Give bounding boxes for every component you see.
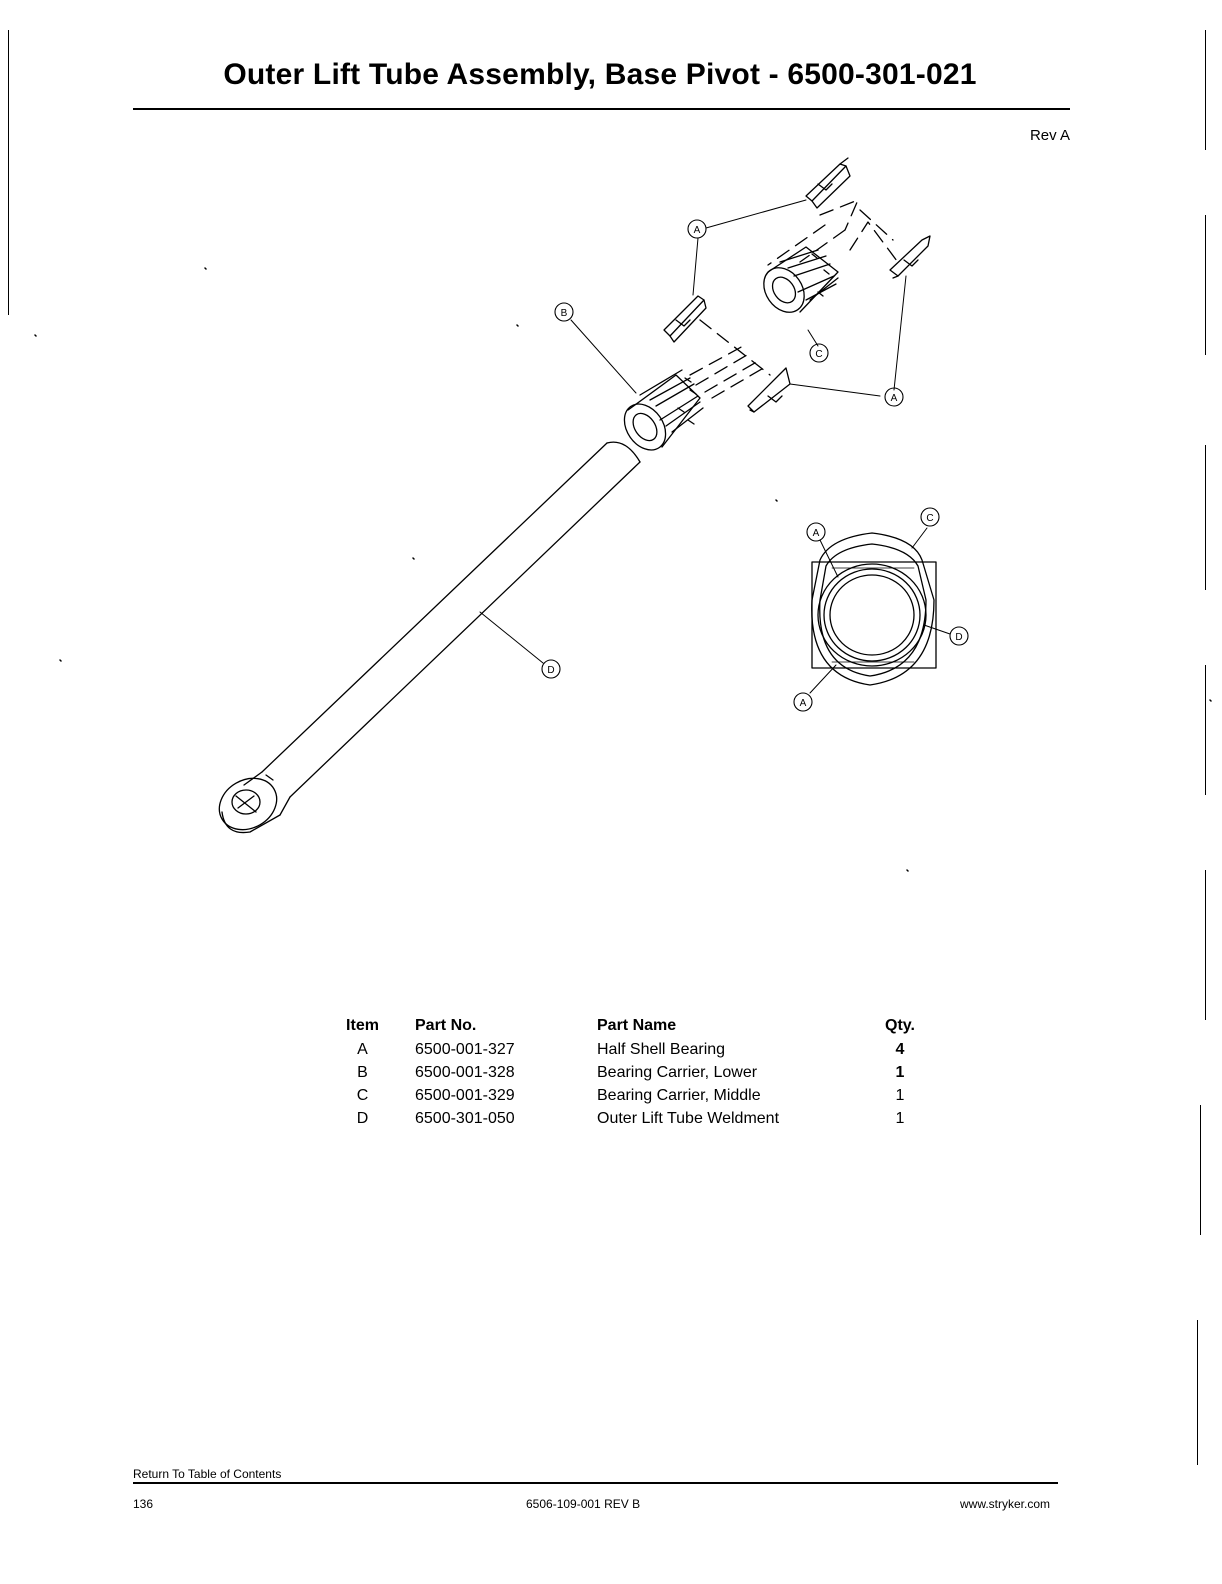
outer-lift-tube: [210, 442, 640, 840]
scan-edge-mark: [1197, 1320, 1198, 1465]
footer-rule: [133, 1482, 1058, 1484]
table-row: [310, 1107, 935, 1130]
section-callout-d: D: [955, 632, 963, 643]
section-callout-a-bottom: A: [799, 698, 807, 709]
half-shell-bearing-left: [664, 296, 706, 342]
row-qty: 1: [895, 1086, 905, 1104]
header-qty: Qty.: [885, 1017, 915, 1034]
section-callout-c: C: [926, 513, 934, 524]
document-number: 6506-109-001 REV B: [526, 1497, 641, 1511]
row-part-no: 6500-301-050: [415, 1109, 515, 1127]
table-row: [310, 1084, 935, 1107]
return-to-toc-link[interactable]: Return To Table of Contents: [133, 1467, 282, 1481]
revision-label: Rev A: [1029, 127, 1070, 144]
row-qty: 4: [895, 1040, 905, 1058]
callout-b: B: [560, 308, 568, 319]
callout-a-top: A: [693, 225, 701, 236]
header-part-no: Part No.: [415, 1017, 477, 1034]
row-item: C: [356, 1086, 369, 1104]
half-shell-bearing-right: [890, 236, 930, 278]
parts-table: [310, 1014, 935, 1130]
row-qty: 1: [895, 1063, 905, 1081]
page-number: 136: [133, 1497, 154, 1511]
row-part-name: Half Shell Bearing: [597, 1040, 726, 1058]
row-qty: 1: [895, 1109, 905, 1127]
bearing-carrier-middle: [755, 247, 838, 320]
table-row: [310, 1038, 935, 1061]
half-shell-bearing-top: [806, 158, 850, 208]
row-item: D: [356, 1109, 369, 1127]
callout-a-right: A: [890, 393, 898, 404]
section-callout-a-top: A: [812, 528, 820, 539]
cross-section-view: [810, 528, 950, 693]
row-part-name: Bearing Carrier, Middle: [597, 1086, 761, 1104]
callout-c: C: [815, 349, 823, 360]
callout-d: D: [547, 665, 555, 676]
row-part-no: 6500-001-329: [415, 1086, 515, 1104]
website-link[interactable]: www.stryker.com: [959, 1497, 1050, 1511]
row-part-name: Outer Lift Tube Weldment: [597, 1109, 780, 1127]
parts-table-header: [310, 1014, 935, 1038]
row-item: B: [357, 1063, 368, 1081]
page-title: Outer Lift Tube Assembly, Base Pivot - 6500-301-021: [223, 58, 977, 91]
scan-edge-mark: [1200, 1105, 1201, 1235]
bearing-carrier-lower: [616, 370, 703, 458]
table-row: [310, 1061, 935, 1084]
row-part-no: 6500-001-328: [415, 1063, 515, 1081]
header-item: Item: [346, 1017, 379, 1034]
row-part-name: Bearing Carrier, Lower: [597, 1063, 758, 1081]
row-part-no: 6500-001-327: [415, 1040, 515, 1058]
header-part-name: Part Name: [597, 1017, 677, 1034]
row-item: A: [357, 1040, 368, 1058]
